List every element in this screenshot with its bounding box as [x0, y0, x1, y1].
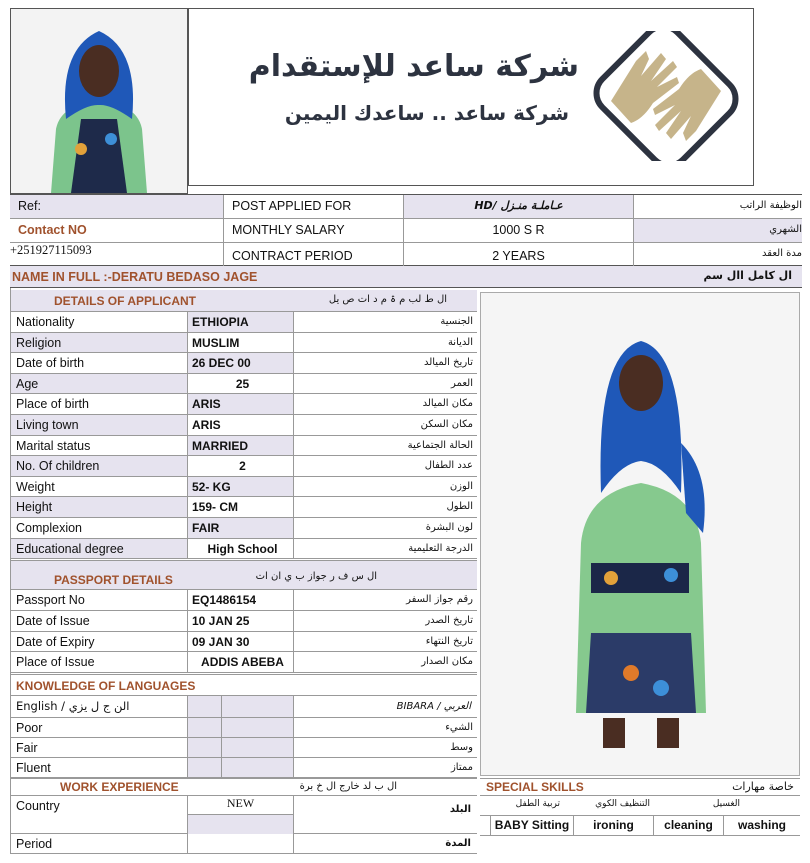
table-row	[10, 415, 477, 436]
post-label: POST APPLIED FOR	[232, 199, 352, 213]
company-name: شركة ساعد للإستقدام	[248, 49, 579, 84]
skill-washing: washing	[737, 818, 786, 832]
person-full-icon	[481, 293, 799, 775]
languages-title: KNOWLEDGE OF LANGUAGES	[16, 679, 196, 693]
language-level-label: Fair	[16, 741, 38, 755]
row-label: Date of Expiry	[16, 634, 95, 649]
contact-value: +251927115093	[10, 243, 92, 257]
row-value: MUSLIM	[192, 335, 240, 350]
row-value: MARRIED	[192, 438, 248, 453]
table-row	[10, 477, 477, 498]
row-label-ar: عدد الطفال	[424, 460, 473, 472]
language-level-ar: وسط	[450, 742, 473, 753]
row-value: 159- CM	[192, 500, 239, 515]
skills-title-ar: خاصة مهارات	[732, 780, 794, 793]
row-label: Complexion	[16, 521, 83, 535]
details-title-ar: ال ط لب م ۃ م د ات ص يل	[328, 294, 447, 305]
row-value: 25	[235, 376, 250, 391]
contract-ar: مدة العقد	[762, 248, 802, 259]
arabic-label: العربي / BIBARA	[396, 701, 471, 712]
row-value: ARIS	[192, 397, 221, 412]
row-label-ar: الحالة الجتماعية	[407, 439, 473, 451]
row-label-ar: تاريخ النتهاء	[425, 635, 473, 647]
row-value: High School	[207, 541, 278, 556]
table-row	[10, 436, 477, 457]
row-value: ARIS	[192, 418, 221, 432]
row-label: Age	[16, 376, 39, 391]
row-value: 10 JAN 25	[192, 613, 250, 628]
row-label: Place of Issue	[16, 655, 95, 670]
page-frame	[10, 288, 11, 854]
contract-label: CONTRACT PERIOD	[232, 249, 353, 263]
language-level-label: Fluent	[16, 761, 51, 775]
table-row	[10, 394, 477, 415]
row-label: Nationality	[16, 315, 75, 329]
language-level-ar: الشيء	[445, 722, 473, 733]
period-label: Period	[16, 837, 53, 851]
row-label-ar: مكان الميالد	[422, 398, 473, 410]
skill-cleaning: cleaning	[664, 818, 713, 832]
table-row	[10, 539, 477, 560]
row-label-ar: العمر	[451, 377, 473, 389]
row-value: ADDIS ABEBA	[201, 655, 284, 670]
passport-title: PASSPORT DETAILS	[54, 573, 173, 587]
table-row	[10, 497, 477, 518]
row-label-ar: لون البشرة	[425, 522, 473, 533]
details-title: DETAILS OF APPLICANT	[54, 294, 196, 308]
contact-label: Contact NO	[18, 223, 87, 237]
applicant-photo-small	[10, 8, 188, 194]
row-label: Height	[16, 500, 53, 515]
company-slogan: شركة ساعد .. ساعدك اليمين	[284, 101, 569, 125]
table-row	[10, 518, 477, 539]
row-label-ar: تاريخ الميالد	[423, 357, 473, 369]
company-header	[188, 8, 754, 186]
table-row	[10, 333, 477, 354]
salary-value: 1000 S R	[492, 223, 545, 237]
language-level-label: Poor	[16, 721, 43, 735]
applicant-photo-full	[480, 292, 800, 776]
skill-ar-3: تربية الطفل	[515, 799, 560, 809]
hands-logo-icon	[591, 31, 741, 161]
row-label-ar: الجنسية	[440, 316, 473, 327]
row-label-ar: رقم جواز السفر	[406, 594, 473, 605]
skill-ironing: ironing	[593, 818, 634, 832]
full-name: NAME IN FULL :-DERATU BEDASO JAGE	[12, 270, 258, 284]
row-label-ar: تاريخ الصدر	[425, 614, 473, 626]
row-value: 09 JAN 30	[192, 634, 250, 649]
row-value: EQ1486154	[192, 593, 257, 607]
skills-title: SPECIAL SKILLS	[486, 780, 584, 794]
post-value: HD/ عـاملـة منـزل	[474, 199, 563, 212]
table-row	[10, 590, 477, 611]
row-label-ar: مكان الصدار	[421, 656, 473, 668]
table-row	[10, 312, 477, 333]
row-label-ar: الطول	[446, 501, 473, 513]
skill-baby-sitting: BABY Sitting	[494, 818, 570, 832]
work-title: WORK EXPERIENCE	[60, 780, 179, 794]
table-row	[10, 611, 477, 632]
row-label: Place of birth	[16, 397, 89, 412]
work-title-ar: ال ب لد خارج ال خ برة	[299, 781, 397, 792]
row-value: FAIR	[192, 521, 220, 535]
row-value: 26 DEC 00	[192, 356, 251, 371]
country-value: NEW	[226, 796, 255, 810]
post-ar: الوظيفة الراتب	[739, 200, 802, 211]
ref-label: Ref:	[18, 199, 41, 213]
person-portrait-icon	[11, 9, 187, 193]
row-label: Religion	[16, 335, 62, 350]
row-value: ETHIOPIA	[192, 315, 249, 329]
row-label: Date of birth	[16, 356, 85, 371]
country-label: Country	[16, 799, 60, 813]
salary-label: MONTHLY SALARY	[232, 223, 345, 237]
row-value: 2	[239, 459, 246, 474]
row-label-ar: الدرجة التعليمية	[408, 542, 473, 554]
salary-ar: الشهري	[769, 224, 802, 235]
skill-ar-2: التنظيف الكوي	[595, 799, 650, 809]
row-label: Weight	[16, 479, 55, 494]
table-row	[10, 718, 477, 738]
row-label: Educational degree	[16, 541, 124, 556]
row-label-ar: الديانة	[447, 336, 473, 348]
table-row	[10, 738, 477, 758]
row-label-ar: الوزن	[449, 480, 473, 492]
contract-value: 2 YEARS	[492, 249, 545, 263]
skill-ar-1: الغسيل	[712, 799, 740, 809]
table-row	[10, 758, 477, 778]
row-label: Marital status	[16, 438, 91, 453]
country-ar: البلد	[449, 804, 471, 815]
table-row	[10, 353, 477, 374]
table-row	[10, 456, 477, 477]
row-label: Passport No	[16, 593, 85, 607]
row-label: Living town	[16, 418, 79, 432]
table-row	[10, 632, 477, 653]
row-value: 52- KG	[192, 479, 231, 494]
period-ar: المدة	[445, 838, 471, 849]
passport-title-ar: ال س ف ر جواز ب ي ان ات	[255, 571, 377, 582]
row-label-ar: مكان السكن	[420, 419, 473, 430]
full-name-ar: ال كامل اال سم	[703, 269, 792, 282]
language-level-ar: ممتاز	[450, 762, 473, 773]
english-label: English / الن ج ل يزي	[16, 699, 130, 713]
table-row	[10, 374, 477, 395]
row-label: No. Of children	[16, 459, 100, 474]
table-row	[10, 652, 477, 673]
row-label: Date of Issue	[16, 613, 90, 628]
